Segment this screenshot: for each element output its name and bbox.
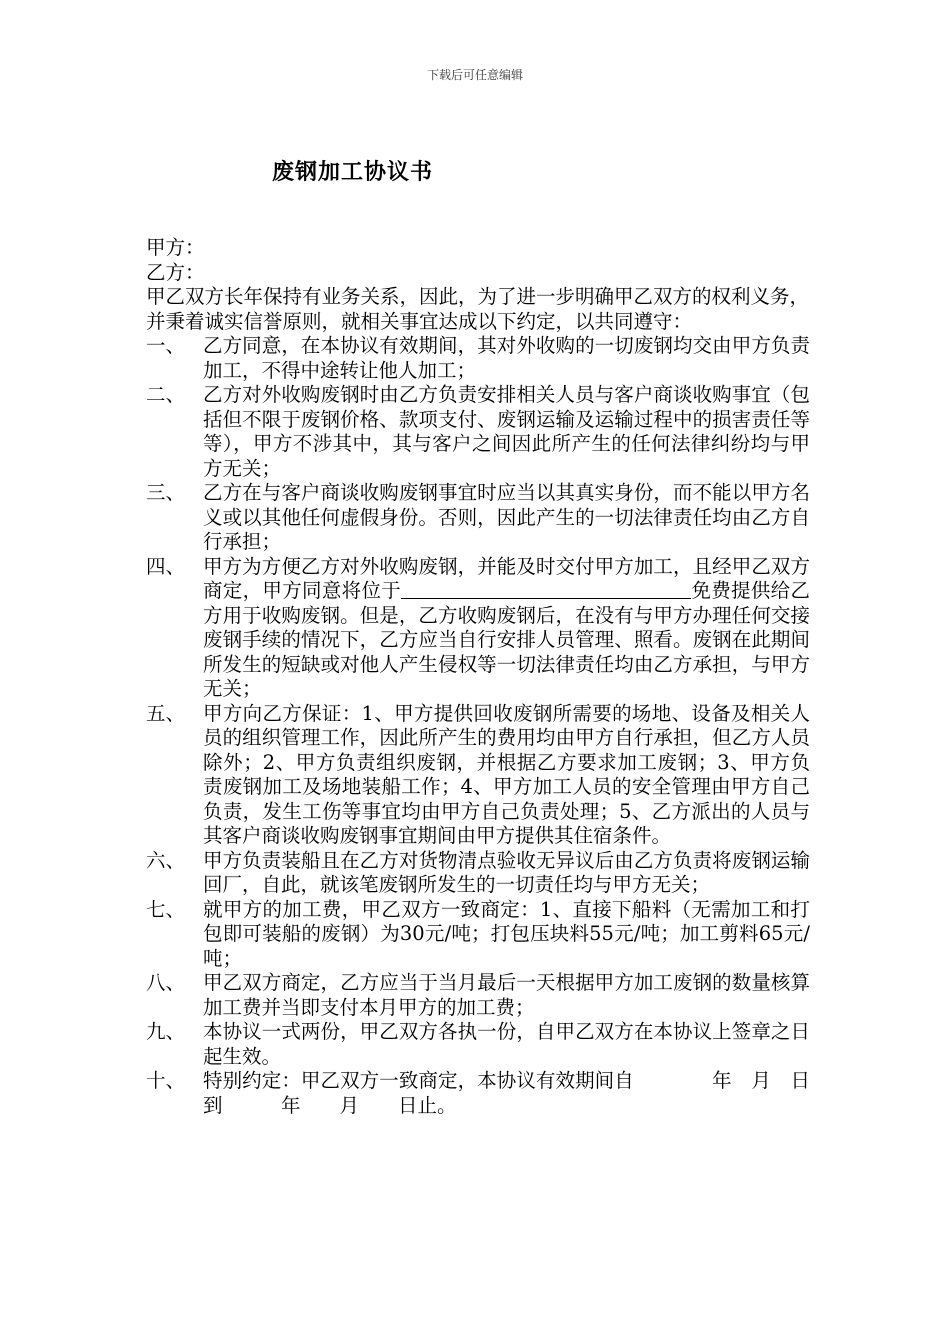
party-b-line: 乙方： [146, 260, 205, 284]
clause-4 [146, 555, 810, 702]
clause-number: 四、 [146, 554, 186, 578]
clause-7 [146, 898, 810, 972]
clause-text: 甲方向乙方保证：1、甲方提供回收废钢所需要的场地、设备及相关人员的组织管理工作，因此所产生的费用均由甲方自行承担，但乙方人员除外；2、甲方负责组织废钢，并根据乙方要求加工废钢；3、甲方负责废钢加工及场地装船工作；4、甲方加工人员的安全管理由甲方自己负责，发生工伤等事宜均由甲方自己负责处理；5、乙方派出的人员与其客户商谈收购废钢事宜期间由甲方提供其住宿条件。 [203, 701, 810, 847]
clause-number: 一、 [146, 334, 186, 357]
clause-text [203, 555, 810, 702]
clause-text-before-blank: 甲方为方便乙方对外收购废钢，并能及时交付甲方加工，且经甲乙双方商定，甲方同意将位于 [203, 554, 810, 602]
clause-number: 七、 [146, 897, 186, 921]
clause-6 [146, 849, 810, 898]
clause-text: 乙方同意，在本协议有效期间，其对外收购的一切废钢均交由甲方负责加工，不得中途转让他人加工； [203, 334, 810, 382]
clause-number: 二、 [146, 383, 186, 406]
clause-text: 就甲方的加工费，甲乙双方一致商定：1、直接下船料（无需加工和打包即可装船的废钢）为30元/吨；打包压块料55元/吨；加工剪料65元/吨； [203, 897, 810, 970]
clause-number: 六、 [146, 848, 186, 872]
clause-text: 本协议一式两份，甲乙双方各执一份，自甲乙双方在本协议上签章之日起生效。 [203, 1020, 810, 1068]
clause-text: 特别约定：甲乙双方一致商定，本协议有效期间自 年 月 日到 年 月 日止。 [203, 1069, 810, 1117]
clause-number: 五、 [146, 701, 186, 725]
document-title: 废钢加工协议书 [272, 159, 434, 185]
clause-1 [146, 334, 810, 383]
clause-8 [146, 971, 810, 1020]
clause-number: 九、 [146, 1020, 186, 1043]
clause-text: 乙方在与客户商谈收购废钢事宜时应当以其真实身份，而不能以甲方名义或以其他任何虚假身份。否则，因此产生的一切法律责任均由乙方自行承担； [203, 481, 810, 553]
clause-number: 三、 [146, 481, 186, 504]
clause-10 [146, 1069, 810, 1118]
clause-2 [146, 383, 810, 481]
party-a-line: 甲方： [146, 236, 205, 259]
clause-number: 十、 [146, 1069, 186, 1092]
clause-text: 甲乙双方商定，乙方应当于当月最后一天根据甲方加工废钢的数量核算加工费并当即支付本月甲方的加工费； [203, 971, 810, 1019]
header-note: 下载后可任意编辑 [426, 68, 523, 82]
clause-3 [146, 481, 810, 555]
clause-9 [146, 1020, 810, 1069]
clause-text: 乙方对外收购废钢时由乙方负责安排相关人员与客户商谈收购事宜（包括但不限于废钢价格、款项支付、废钢运输及运输过程中的损害责任等等），甲方不涉其中，其与客户之间因此所产生的任何法律纠纷均与甲方无关； [203, 383, 810, 480]
location-blank [401, 580, 691, 599]
clause-5 [146, 702, 810, 849]
agreement-body [146, 236, 810, 1118]
clause-number: 八、 [146, 971, 186, 994]
intro-paragraph: 甲乙双方长年保持有业务关系，因此，为了进一步明确甲乙双方的权利义务，并秉着诚实信誉原则，就相关事宜达成以下约定，以共同遵守： [146, 285, 810, 333]
clause-text: 甲方负责装船且在乙方对货物清点验收无异议后由乙方负责将废钢运输回厂，自此，就该笔废钢所发生的一切责任均与甲方无关； [203, 848, 810, 896]
clause-text-after-blank: 免费提供给乙方用于收购废钢。但是，乙方收购废钢后，在没有与甲方办理任何交接废钢手续的情况下，乙方应当自行安排人员管理、照看。废钢在此期间所发生的短缺或对他人产生侵权等一切法律责任均由乙方承担，与甲方无关； [203, 579, 810, 700]
